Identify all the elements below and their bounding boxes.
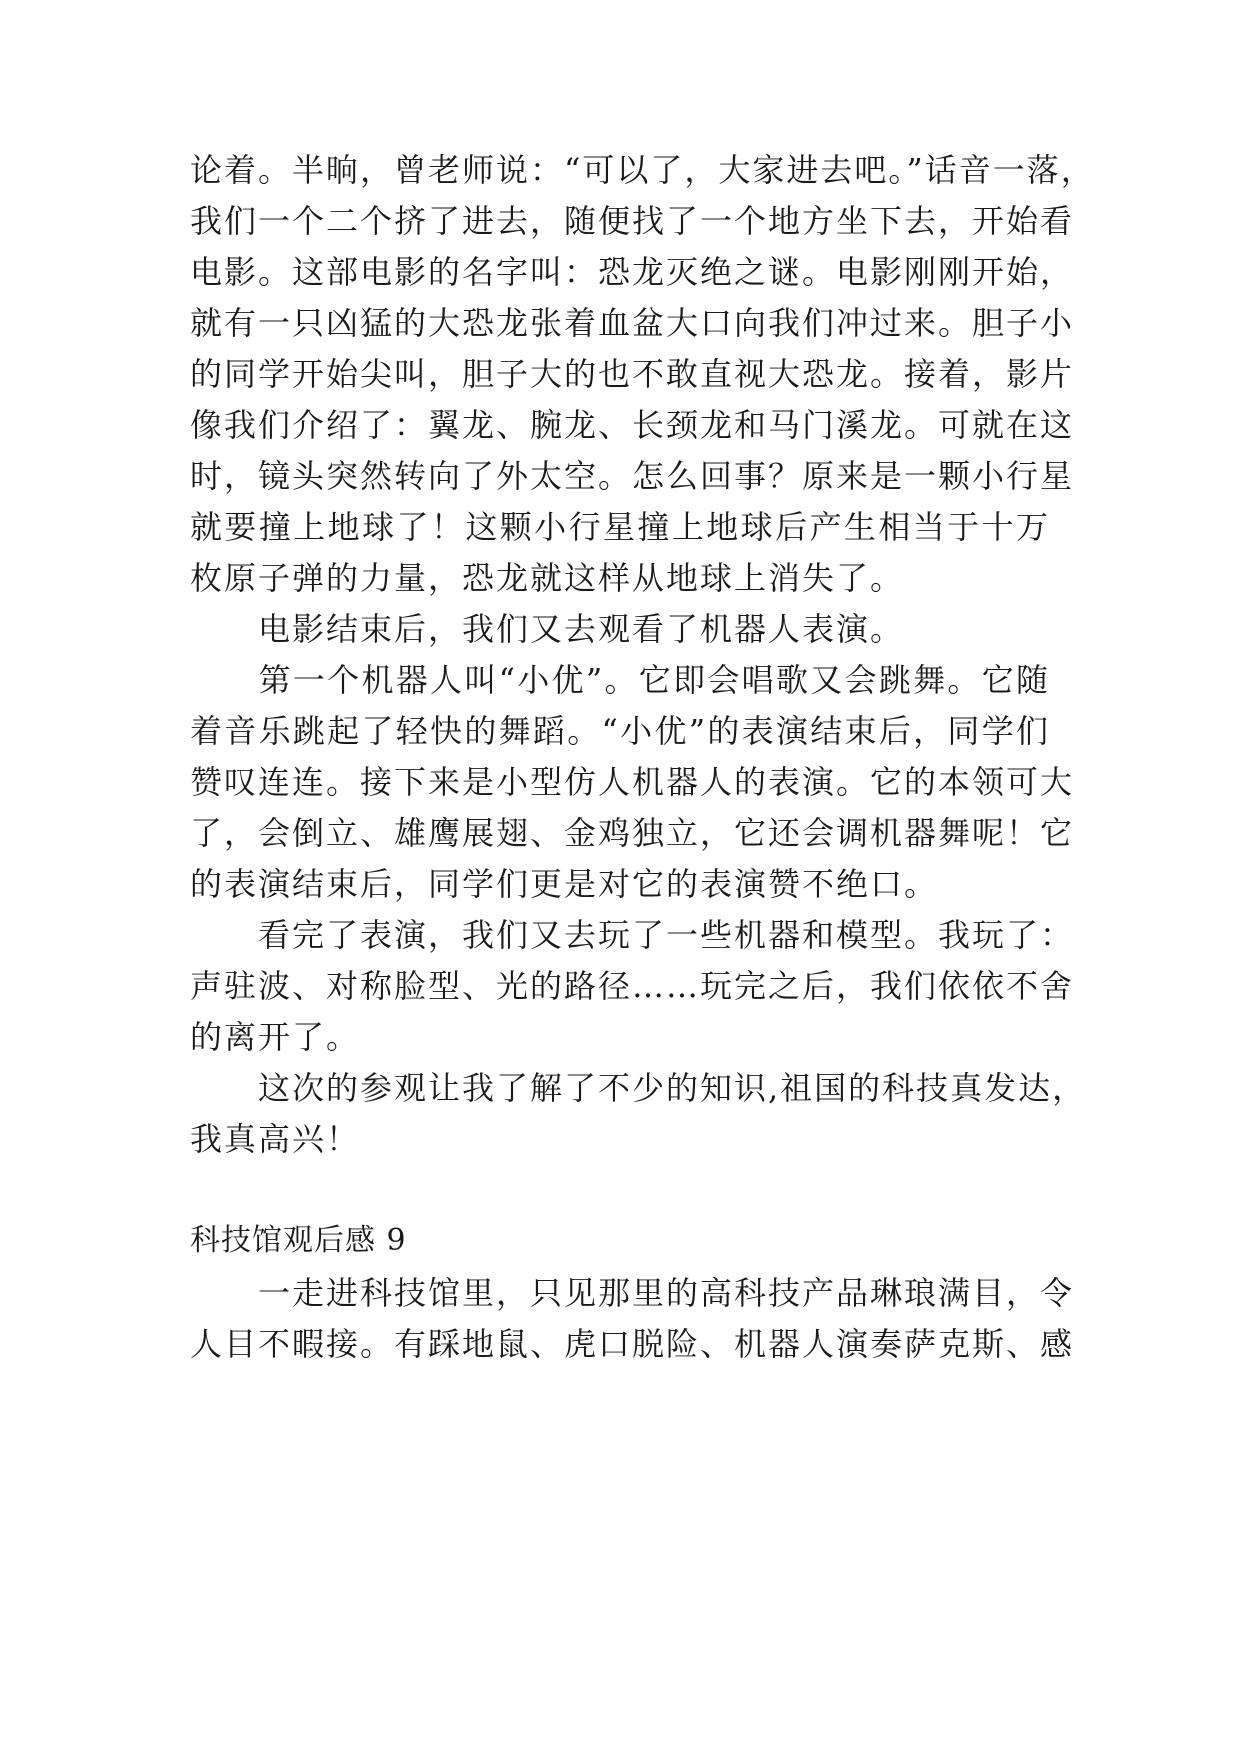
section-title: 科技馆观后感 9 xyxy=(190,1223,407,1258)
paragraph-line: 我真高兴！ xyxy=(190,1120,361,1158)
paragraph-line: 枚原子弹的力量，恐龙就这样从地球上消失了。 xyxy=(190,559,905,597)
paragraph-line: 着音乐跳起了轻快的舞蹈。“小优”的表演结束后，同学们 xyxy=(190,712,1050,750)
paragraph-line: 我们一个二个挤了进去，随便找了一个地方坐下去，开始看 xyxy=(190,202,1075,240)
paragraph-line: 的同学开始尖叫，胆子大的也不敢直视大恐龙。接着，影片 xyxy=(190,355,1075,393)
paragraph-line: 人目不暇接。有踩地鼠、虎口脱险、机器人演奏萨克斯、感 xyxy=(190,1325,1075,1363)
paragraph-line: 赞叹连连。接下来是小型仿人机器人的表演。它的本领可大 xyxy=(190,763,1075,801)
paragraph-line: 像我们介绍了：翼龙、腕龙、长颈龙和马门溪龙。可就在这 xyxy=(190,406,1075,444)
paragraph-line: 第一个机器人叫“小优”。它即会唱歌又会跳舞。它随 xyxy=(190,661,1050,699)
paragraph-line: 就要撞上地球了！这颗小行星撞上地球后产生相当于十万 xyxy=(190,508,1050,546)
paragraph-line: 的离开了。 xyxy=(190,1018,361,1056)
paragraph-line: 的表演结束后，同学们更是对它的表演赞不绝口。 xyxy=(190,865,939,903)
paragraph-line: 电影结束后，我们又去观看了机器人表演。 xyxy=(190,610,905,648)
paragraph-line: 这次的参观让我了解了不少的知识,祖国的科技真发达， xyxy=(190,1069,1087,1107)
paragraph-line: 论着。半晌，曾老师说：“可以了，大家进去吧。”话音一落， xyxy=(190,151,1095,189)
paragraph-line: 了，会倒立、雄鹰展翅、金鸡独立，它还会调机器舞呢！它 xyxy=(190,814,1075,852)
paragraph-line: 时，镜头突然转向了外太空。怎么回事？原来是一颗小行星 xyxy=(190,457,1075,495)
paragraph-line: 电影。这部电影的名字叫：恐龙灭绝之谜。电影刚刚开始， xyxy=(190,253,1075,291)
paragraph-line: 就有一只凶猛的大恐龙张着血盆大口向我们冲过来。胆子小 xyxy=(190,304,1075,342)
paragraph-line: 看完了表演，我们又去玩了一些机器和模型。我玩了： xyxy=(190,916,1075,954)
paragraph-line: 声驻波、对称脸型、光的路径……玩完之后，我们依依不舍 xyxy=(190,967,1075,1005)
paragraph-line: 一走进科技馆里，只见那里的高科技产品琳琅满目，令 xyxy=(190,1274,1075,1312)
